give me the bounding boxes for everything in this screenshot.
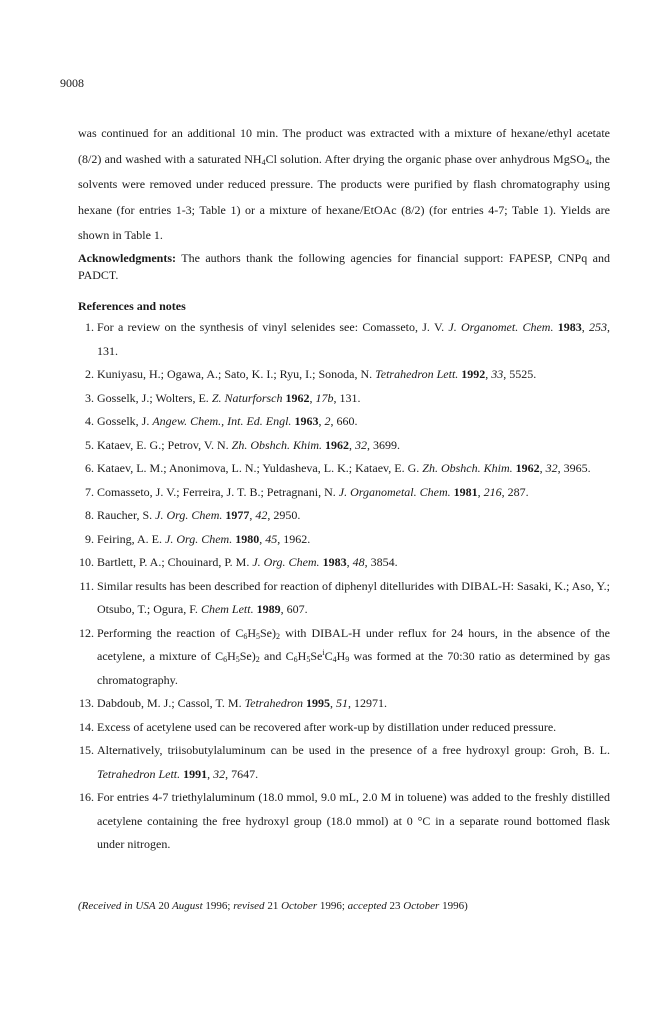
text-run: J. Organomet. Chem. — [448, 320, 554, 334]
text-run: Chem Lett. — [200, 602, 254, 616]
text-run: Zh. Obshch. Khim. — [231, 437, 322, 452]
text-run: 5 — [306, 655, 311, 664]
text-run: 4 — [585, 157, 590, 167]
reference-number: 3. — [85, 390, 94, 405]
reference-item — [78, 316, 610, 363]
text-run: J. Org. Chem. — [252, 555, 320, 569]
text-run: i — [322, 648, 325, 657]
acknowledgments — [78, 250, 610, 284]
text-run: Tetrahedron Lett. — [97, 766, 181, 781]
reference-text — [97, 696, 387, 710]
text-run: Cl solution. After drying the organic phase over anhydrous MgSO — [265, 151, 586, 166]
reference-number: 8. — [85, 508, 94, 522]
reference-item — [78, 410, 610, 434]
text-run: 216 — [483, 484, 502, 499]
text-run: Se) — [239, 649, 256, 663]
reference-text — [97, 320, 610, 358]
acknowledgments-text: The authors thank the following agencies for financial support: FAPESP, CNPq and PADCT. — [78, 251, 610, 282]
text-run: and C — [259, 649, 294, 663]
text-run: 20 — [155, 900, 173, 912]
text-run: (Received in USA — [78, 900, 156, 912]
text-run: 1983 — [322, 555, 347, 569]
reference-item — [78, 551, 610, 575]
text-run: Zh. Obshch. Khim. — [422, 461, 513, 475]
text-run: , — [349, 437, 355, 452]
reference-number: 1. — [85, 320, 94, 334]
text-run: 6 — [243, 631, 248, 641]
text-run: 32 — [355, 437, 367, 452]
text-run: , 131. — [333, 390, 361, 405]
text-run: Kuniyasu, H.; Ogawa, A.; Sato, K. I.; Ryu, I.; Sonoda, N. — [97, 367, 376, 381]
references-heading: References and notes — [78, 299, 186, 313]
text-run: 1991 — [183, 766, 208, 781]
reference-item — [78, 716, 610, 740]
text-run: J. Org. Chem. — [165, 531, 233, 546]
acknowledgments-title: Acknowledgments: — [78, 251, 176, 265]
reference-item — [78, 481, 610, 505]
text-run: Bartlett, P. A.; Chouinard, P. M. — [97, 555, 253, 569]
text-run: 1989 — [256, 602, 281, 616]
text-run: 2 — [276, 631, 280, 641]
text-run: J. Org. Chem. — [155, 508, 223, 522]
text-run: 1980 — [235, 531, 260, 546]
reference-number: 12. — [79, 625, 94, 640]
reference-number: 14. — [79, 719, 94, 734]
text-run: accepted — [347, 900, 387, 912]
text-run: 1962 — [285, 390, 310, 405]
text-run: , 660. — [330, 414, 358, 428]
text-run: , — [318, 414, 325, 428]
reference-text — [97, 532, 310, 546]
text-run: 9 — [345, 655, 350, 664]
text-run: Excess of acetylene used can be recovered after work-up by distillation under reduced pressure. — [97, 719, 557, 734]
text-run: , 3854. — [364, 555, 398, 569]
reference-number: 11. — [79, 578, 94, 593]
text-run: 1962 — [325, 437, 349, 452]
text-run: 51 — [336, 696, 349, 710]
reference-item — [78, 387, 610, 411]
text-run: , — [581, 320, 590, 334]
text-run: 253 — [589, 320, 608, 334]
text-run: 1992 — [461, 367, 486, 381]
text-run: H — [247, 625, 256, 640]
text-run: 5 — [235, 655, 240, 664]
text-run: , — [477, 484, 484, 499]
reference-text — [97, 508, 300, 522]
reference-text — [97, 555, 398, 569]
text-run: August — [172, 900, 203, 912]
text-run: , — [539, 461, 546, 475]
text-run: 17b — [315, 390, 334, 405]
text-run: Performing the reaction of C — [97, 625, 244, 640]
text-run: 33 — [491, 367, 504, 381]
text-run: Z. Naturforsch — [211, 390, 283, 405]
reference-number: 13. — [79, 696, 94, 710]
reference-item — [78, 504, 610, 528]
text-run: , — [259, 531, 266, 546]
text-run: 48 — [352, 555, 365, 569]
text-run: , — [485, 367, 492, 381]
text-run: 1995 — [306, 696, 331, 710]
reference-item — [78, 363, 610, 387]
text-run: October — [403, 900, 440, 912]
page-number: 9008 — [60, 76, 84, 90]
text-run: 1962 — [515, 461, 540, 475]
text-run: For a review on the synthesis of vinyl selenides see: Comasseto, J. V. — [97, 320, 449, 334]
text-run: 6 — [293, 655, 298, 664]
reference-text — [97, 438, 400, 452]
text-run: 1963 — [294, 414, 319, 428]
text-run: , 3699. — [367, 437, 400, 452]
text-run: H — [227, 649, 236, 663]
text-run: Dabdoub, M. J.; Cassol, T. M. — [97, 696, 245, 710]
reference-item — [78, 575, 610, 622]
text-run: Gosselk, J. — [97, 414, 153, 428]
text-run: , — [330, 696, 337, 710]
text-run: Tetrahedron — [244, 696, 304, 710]
text-run: 2 — [324, 414, 331, 428]
text-run: Tetrahedron Lett. — [375, 367, 459, 381]
text-run: H — [336, 649, 346, 663]
reference-number: 9. — [85, 531, 94, 546]
text-run: 32 — [213, 766, 226, 781]
text-run: , 2950. — [267, 508, 301, 522]
text-run: 23 — [386, 900, 404, 912]
text-run: , — [249, 508, 256, 522]
text-run: , 1962. — [277, 531, 311, 546]
text-run: with DIBAL-H under reflux for 24 hours, in the absence of the acetylene, a mixture of C — [97, 625, 610, 663]
text-run: revised — [233, 900, 265, 912]
text-run: Alternatively, triisobutylaluminum can be used in the presence of a free hydroxyl group: Groh, B. L. — [97, 743, 610, 757]
text-run: H — [297, 649, 307, 663]
text-run: 6 — [223, 655, 228, 664]
text-run: C — [324, 649, 333, 663]
reference-text — [97, 626, 610, 687]
text-run: 1977 — [225, 508, 250, 522]
reference-item — [78, 739, 610, 786]
text-run: 2 — [255, 655, 260, 664]
references-list — [78, 316, 610, 857]
text-run: 1996) — [439, 900, 468, 912]
reference-text — [97, 391, 361, 405]
text-run: 1996; — [317, 900, 348, 912]
text-run: 1996; — [202, 900, 234, 912]
reference-text — [97, 743, 610, 781]
reference-text — [97, 579, 610, 617]
reference-number: 16. — [79, 790, 94, 804]
text-run: , 607. — [280, 602, 308, 616]
text-run: 1983 — [557, 320, 582, 334]
reference-item — [78, 622, 610, 693]
text-run: 42 — [255, 508, 268, 522]
text-run: , — [207, 766, 214, 781]
reference-text — [97, 367, 536, 381]
text-run: 1981 — [453, 484, 478, 499]
reference-text — [97, 414, 357, 428]
text-run: , — [309, 390, 316, 405]
text-run: Comasseto, J. V.; Ferreira, J. T. B.; Petragnani, N. — [97, 484, 339, 499]
text-run: October — [281, 900, 318, 912]
reference-item — [78, 457, 610, 481]
reference-number: 10. — [79, 555, 94, 569]
reference-item — [78, 434, 610, 458]
text-run: , 12971. — [348, 696, 388, 710]
reference-text — [97, 485, 529, 499]
reference-item — [78, 786, 610, 857]
text-run: , 3965. — [557, 461, 591, 475]
reference-number: 15. — [79, 743, 94, 757]
text-run: For entries 4-7 triethylaluminum (18.0 mmol, 9.0 mL, 2.0 M in toluene) was added to the freshly distilled acetylene containing the free hydroxyl group (18.0 mmol) at 0 °C in a separate round bottomed flask under nitrogen. — [97, 790, 610, 851]
reference-text — [97, 790, 610, 851]
text-run: 21 — [264, 900, 282, 912]
text-run: Se — [310, 649, 323, 663]
text-run: was formed at the 70:30 ratio as determined by gas chromatography. — [97, 649, 610, 687]
reference-text — [97, 461, 591, 475]
text-run: , 7647. — [225, 766, 259, 781]
text-run: 4 — [332, 655, 337, 664]
text-run: Angew. Chem., Int. Ed. Engl. — [152, 414, 292, 428]
text-run: Kataev, L. M.; Anonimova, L. N.; Yuldasheva, L. K.; Kataev, E. G. — [97, 461, 423, 475]
text-run: Feiring, A. E. — [97, 531, 165, 546]
text-run: Raucher, S. — [97, 508, 156, 522]
reference-number: 7. — [85, 484, 94, 499]
text-run: Se) — [260, 625, 276, 640]
reference-number: 2. — [85, 367, 94, 381]
text-run: 32 — [545, 461, 558, 475]
reference-number: 4. — [85, 414, 94, 428]
reference-item — [78, 692, 610, 716]
reference-number: 5. — [85, 437, 94, 452]
text-run: Gosselk, J.; Wolters, E. — [97, 390, 212, 405]
text-run: , 131. — [97, 320, 611, 358]
reference-number: 6. — [85, 461, 94, 475]
text-run: 5 — [256, 631, 260, 641]
text-run: , the solvents were removed under reduced pressure. The products were purified by flash chromatography using hexane (for entries 1-3; Table 1) or a mixture of hexane/EtOAc (8/2) (for entries 4-7; Table 1). Yields are shown in Table 1. — [78, 151, 610, 243]
body-paragraph — [78, 121, 610, 249]
text-run: J. Organometal. Chem. — [338, 484, 451, 499]
text-run: , 287. — [501, 484, 529, 499]
reference-text — [97, 720, 556, 734]
text-run: Kataev, E. G.; Petrov, V. N. — [97, 437, 232, 452]
text-run: was continued for an additional 10 min. The product was extracted with a mixture of hexane/ethyl acetate (8/2) and washed with a saturated NH — [78, 126, 610, 166]
reference-item — [78, 528, 610, 552]
text-run: , — [346, 555, 353, 569]
text-run: 4 — [261, 157, 266, 167]
text-run: 45 — [265, 531, 278, 546]
text-run: Similar results has been described for reaction of diphenyl ditellurides with DIBAL-H: Sasaki, K.; Aso, Y.; Otsubo, T.; Ogura, F. — [97, 578, 610, 616]
received-line — [78, 900, 468, 912]
text-run: , 5525. — [503, 367, 537, 381]
